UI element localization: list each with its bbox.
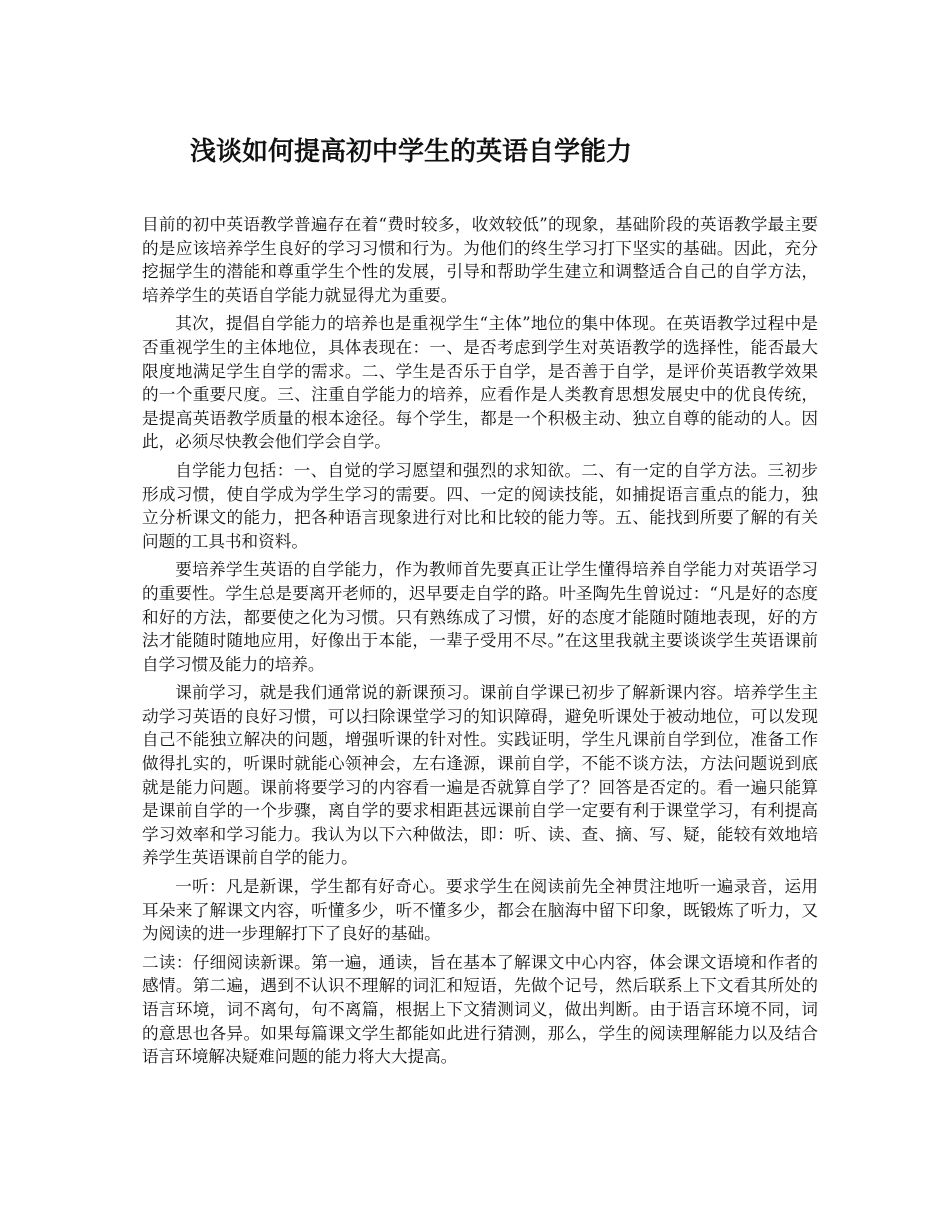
document-body <box>142 213 818 1074</box>
paragraph-self-study-abilities: 自学能力包括：一、自觉的学习愿望和强烈的求知欲。二、有一定的自学方法。三初步形成习惯，使自学成为学生学习的需要。四、一定的阅读技能，如捕捉语言重点的能力，独立分析课文的能力，把各种语言现象进行对比和比较的能力等。五、能找到所要了解的有关问题的工具书和资料。 <box>142 460 818 551</box>
paragraph-subject-status: 其次，提倡自学能力的培养也是重视学生“主体”地位的集中体现。在英语教学过程中是否重视学生的主体地位，具体表现在：一、是否考虑到学生对英语教学的选择性，能否最大限度地满足学生自学的需求。二、学生是否乐于自学，是否善于自学，是评价英语教学效果的一个重要尺度。三、注重自学能力的培养，应看作是人类教育思想发展史中的优良传统，是提高英语教学质量的根本途径。每个学生，都是一个积极主动、独立自尊的能动的人。因此，必须尽快教会他们学会自学。 <box>142 314 818 452</box>
document-title: 浅谈如何提高初中学生的英语自学能力 <box>190 137 633 167</box>
paragraph-habit-formation: 要培养学生英语的自学能力，作为教师首先要真正让学生懂得培养自学能力对英语学习的重要性。学生总是要离开老师的，迟早要走自学的路。叶圣陶先生曾说过：“凡是好的态度和好的方法，都要使之化为习惯。只有熟练成了习惯，好的态度才能随时随地表现，好的方法才能随时随地应用，好像出于本能，一辈子受用不尽。”在这里我就主要谈谈学生英语课前自学习惯及能力的培养。 <box>142 560 818 674</box>
paragraph-listen: 一听：凡是新课，学生都有好奇心。要求学生在阅读前先全神贯注地听一遍录音，运用耳朵来了解课文内容，听懂多少，听不懂多少，都会在脑海中留下印象，既锻炼了听力，又为阅读的进一步理解打下了良好的基础。 <box>142 877 818 944</box>
paragraph-intro: 目前的初中英语教学普遍存在着“费时较多，收效较低”的现象，基础阶段的英语教学最主要的是应该培养学生良好的学习习惯和行为。为他们的终生学习打下坚实的基础。因此，充分挖掘学生的潜能和尊重学生个性的发展，引导和帮助学生建立和调整适合自己的自学方法，培养学生的英语自学能力就显得尤为重要。 <box>142 215 818 305</box>
paragraph-pre-class-study: 课前学习，就是我们通常说的新课预习。课前自学课已初步了解新课内容。培养学生主动学习英语的良好习惯，可以扫除课堂学习的知识障碍，避免听课处于被动地位，可以发现自己不能独立解决的问题，增强听课的针对性。实践证明，学生凡课前自学到位，准备工作做得扎实的，听课时就能心领神会，左右逢源，课前自学，不能不谈方法，方法问题说到底就是能力问题。课前将要学习的内容看一遍是否就算自学了？回答是否定的。看一遍只能算是课前自学的一个步骤，离自学的要求相距甚远课前自学一定要有利于课堂学习，有利提高学习效率和学习能力。我认为以下六种做法，即：听、读、查、摘、写、疑，能较有效地培养学生英语课前自学的能力。 <box>142 683 818 868</box>
paragraph-read: 二读：仔细阅读新课。第一遍，通读，旨在基本了解课文中心内容，体会课文语境和作者的感情。第二遍，遇到不认识不理解的词汇和短语，先做个记号，然后联系上下文看其所处的语言环境，词不离句，句不离篇，根据上下文猜测词义，做出判断。由于语言环境不同，词的意思也各异。如果每篇课文学生都能如此进行猜测，那么，学生的阅读理解能力以及结合语言环境解决疑难问题的能力将大大提高。 <box>142 952 818 1067</box>
